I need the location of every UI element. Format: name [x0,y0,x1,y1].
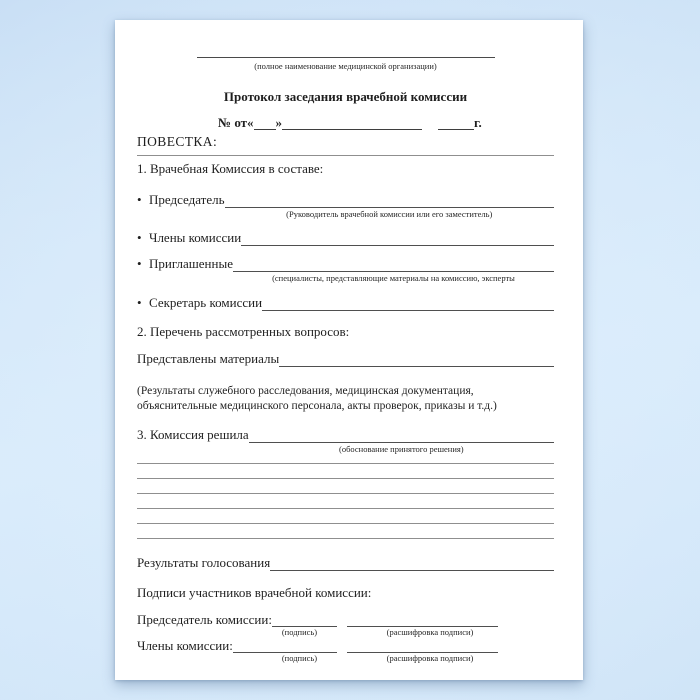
materials-note-line-2: объяснительные медицинского персонала, акты проверок, приказы и т.д.) [137,399,497,412]
members-label: Члены комиссии [149,230,242,245]
secretary-row [137,295,554,311]
materials-note-line-1: (Результаты служебного расследования, медицинская документация, [137,385,474,397]
chairman-signature-label: Председатель комиссии: [137,612,272,627]
bullet-icon: • [137,256,142,271]
materials-label: Представлены материалы [137,351,280,366]
blank-line[interactable] [137,494,554,509]
chairman-caption: (Руководитель врачебной комиссии или его заместитель) [286,209,493,219]
invited-row [137,256,554,283]
secretary-fill-line[interactable] [262,295,554,311]
section-2-heading: 2. Перечень рассмотренных вопросов: [137,324,350,339]
signature-caption: (подпись) [281,627,318,637]
number-blank[interactable] [254,115,276,130]
chairman-row [137,192,554,219]
blank-line[interactable] [137,509,554,524]
blank-line[interactable] [137,524,554,539]
voting-row [137,555,554,571]
bullet-icon: • [137,192,142,207]
agenda-blank-line[interactable] [137,150,554,156]
signature-caption: (подпись) [281,653,318,663]
chairman-signature-row [137,612,498,627]
date-blank[interactable] [282,115,422,130]
paper-sheet [115,20,583,680]
number-prefix: № от« [218,115,254,130]
org-name-line[interactable] [197,57,495,58]
blank-line[interactable] [137,479,554,494]
members-signature-line[interactable] [233,638,337,653]
org-name-caption: (полное наименование медицинской организации) [254,61,437,71]
decision-label: 3. Комиссия решила [137,427,249,442]
bullet-icon: • [137,295,142,310]
members-signature-label: Члены комиссии: [137,638,233,653]
name-caption: (расшифровка подписи) [386,653,474,663]
secretary-label: Секретарь комиссии [149,295,263,310]
signature-spacer [337,638,347,653]
chairman-signature-line[interactable] [272,612,337,627]
chairman-name-line[interactable] [347,612,498,627]
materials-row [137,351,554,367]
chairman-fill-line[interactable] [225,192,554,208]
blank-line[interactable] [137,454,554,464]
voting-label: Результаты голосования [137,555,271,570]
name-caption: (расшифровка подписи) [386,627,474,637]
document-title: Протокол заседания врачебной комиссии [223,89,468,104]
invited-label: Приглашенные [149,256,233,271]
year-suffix: г. [474,115,482,130]
members-name-line[interactable] [347,638,498,653]
invited-caption: (специалисты, представляющие материалы на комиссию, эксперты [272,273,515,283]
chairman-label: Председатель [149,192,225,207]
year-blank[interactable] [438,115,474,130]
voting-fill-line[interactable] [270,555,554,571]
members-signature-captions [137,653,554,664]
materials-note [137,384,554,413]
members-fill-line[interactable] [241,230,554,246]
bullet-icon: • [137,230,142,245]
number-spacer [422,115,438,130]
signature-spacer [337,612,347,627]
materials-fill-line[interactable] [279,351,554,367]
section-1-heading: 1. Врачебная Комиссия в составе: [137,161,324,176]
blank-line[interactable] [137,464,554,479]
signatures-heading: Подписи участников врачебной комиссии: [137,585,372,600]
invited-fill-line[interactable] [233,256,554,272]
agenda-label: ПОВЕСТКА: [137,134,218,149]
members-signature-row [137,638,498,653]
document-content [115,20,583,664]
decision-blank-lines [137,454,554,539]
decision-fill-line[interactable] [249,427,554,443]
decision-row [137,427,554,454]
members-row [137,230,554,246]
closing-quote: » [275,115,283,130]
chairman-signature-captions [137,627,554,638]
decision-caption: (обоснование принятого решения) [339,444,464,454]
number-line [218,115,554,130]
